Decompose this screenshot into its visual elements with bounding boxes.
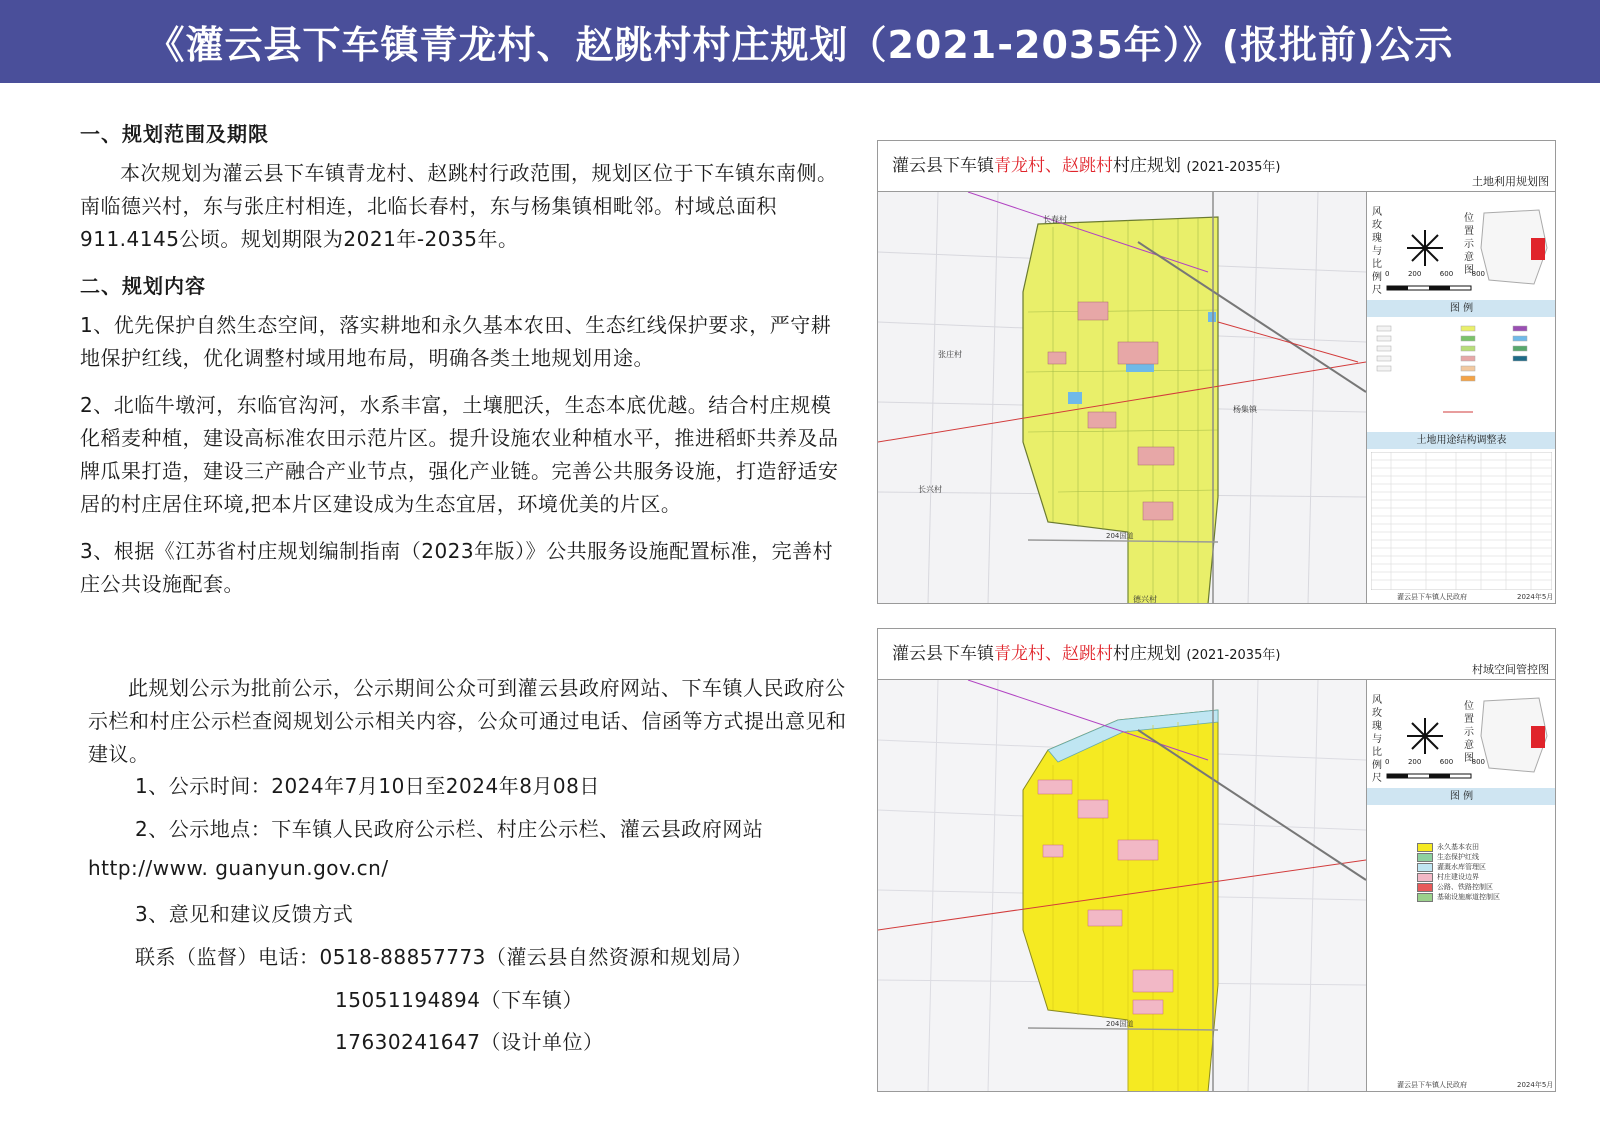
section2-heading: 二、规划内容 (80, 274, 206, 298)
section2-item-3: 3、根据《江苏省村庄规划编制指南（2023年版）》公共服务设施配置标准，完善村庄公共设施配套。 (80, 539, 834, 596)
section2-item-1: 1、优先保护自然生态空间，落实耕地和永久基本农田、生态红线保护要求，严守耕地保护红线，优化调整村域用地布局，明确各类土地规划用途。 (80, 313, 832, 370)
wind-rose-icon (1403, 714, 1447, 758)
place-label-yangji: 杨集镇 (1233, 405, 1257, 414)
map1-sidebar (1366, 191, 1556, 604)
legend-item: 公路、铁路控制区 (1417, 882, 1493, 892)
notice-phone-2: 15051194894（下车镇） (335, 988, 583, 1012)
road-label-204-map2: 204国道 (1106, 1020, 1134, 1028)
place-label-zhangzhuang: 张庄村 (938, 350, 962, 359)
map1-footer-left: 灌云县下车镇人民政府 (1397, 593, 1467, 601)
space-control-map (878, 680, 1366, 1092)
map2-compass-label: 风玫瑰与比例尺 (1372, 695, 1382, 784)
map2-legend-head: 图 例 (1367, 788, 1556, 805)
notice-feedback: 3、意见和建议反馈方式 (135, 902, 354, 926)
location-map-icon (1479, 208, 1549, 288)
page-banner (0, 0, 1600, 83)
notice-place: 2、公示地点：下车镇人民政府公示栏、村庄公示栏、灌云县政府网站 (135, 817, 764, 841)
map1-canvas[interactable] (878, 191, 1366, 604)
scale-bar (1385, 278, 1475, 292)
page-title: 《灌云县下车镇青龙村、赵跳村村庄规划（2021-2035年）》(报批前)公示 (146, 23, 1454, 67)
road-label-204: 204国道 (1106, 532, 1134, 540)
map1-name: 土地利用规划图 (1472, 175, 1549, 188)
text-column (80, 112, 840, 615)
legend-item: 村庄建设边界 (1417, 872, 1479, 882)
scale-ticks: 0 200 600 800 (1385, 758, 1485, 766)
map1-legend-head: 图 例 (1367, 300, 1556, 317)
place-label-changxing: 长兴村 (918, 485, 942, 494)
map2-sidebar (1366, 679, 1556, 1092)
map2-title: 灌云县下车镇青龙村、赵跳村村庄规划 (2021-2035年) (892, 644, 1281, 664)
map2-footer-left: 灌云县下车镇人民政府 (1397, 1081, 1467, 1089)
legend-item: 灌溉水库管理区 (1417, 862, 1486, 872)
location-map-icon (1479, 696, 1549, 776)
map2-name: 村域空间管控图 (1472, 663, 1549, 676)
section1-heading: 一、规划范围及期限 (80, 122, 269, 146)
wind-rose-icon (1403, 226, 1447, 270)
legend-item: 基础设施廊道控制区 (1417, 892, 1500, 902)
map1-location-label: 位置示意图 (1464, 213, 1474, 276)
land-use-map (878, 192, 1366, 604)
section1-body: 本次规划为灌云县下车镇青龙村、赵跳村行政范围，规划区位于下车镇东南侧。南临德兴村，东与张庄村相连，北临长春村，东与杨集镇相毗邻。村域总面积911.4145公顷。规划期限为2021年-2035年。 (80, 161, 838, 251)
scale-ticks: 0 200 600 800 (1385, 270, 1485, 278)
map2-location-label: 位置示意图 (1464, 701, 1474, 764)
scale-bar (1385, 766, 1475, 780)
notice-phone-3: 17630241647（设计单位） (335, 1030, 604, 1054)
land-use-map-panel (877, 140, 1556, 604)
space-control-map-panel (877, 628, 1556, 1092)
map1-title: 灌云县下车镇青龙村、赵跳村村庄规划 (2021-2035年) (892, 156, 1281, 176)
legend-item: 生态保护红线 (1417, 852, 1479, 862)
map1-legend-swatches (1373, 322, 1549, 432)
map2-footer-right: 2024年5月 (1517, 1081, 1554, 1089)
map1-footer-right: 2024年5月 (1517, 593, 1554, 601)
map2-canvas[interactable] (878, 679, 1366, 1092)
notice-time: 1、公示时间：2024年7月10日至2024年8月08日 (135, 774, 600, 798)
notice-phone-1: 联系（监督）电话：0518-88857773（灌云县自然资源和规划局） (135, 945, 753, 969)
place-label-changchun: 长春村 (1043, 215, 1067, 224)
land-use-table (1371, 452, 1552, 590)
legend-item: 永久基本农田 (1417, 842, 1479, 852)
place-label-dexing: 德兴村 (1133, 595, 1157, 604)
notice-intro: 此规划公示为批前公示，公示期间公众可到灌云县政府网站、下车镇人民政府公示栏和村庄公示栏查阅规划公示相关内容，公众可通过电话、信函等方式提出意见和建议。 (88, 676, 847, 766)
section2-item-2: 2、北临牛墩河，东临官沟河，水系丰富，土壤肥沃，生态本底优越。结合村庄规模化稻麦种植，建设高标准农田示范片区。提升设施农业种植水平，推进稻虾共养及品牌瓜果打造，建设三产融合产业节点，强化产业链。完善公共服务设施，打造舒适安居的村庄居住环境,把本片区建设成为生态宜居，环境优美的片区。 (80, 393, 839, 516)
notice-url[interactable]: http://www. guanyun.gov.cn/ (88, 856, 389, 880)
map1-compass-label: 风玫瑰与比例尺 (1372, 207, 1382, 296)
map1-table-head: 土地用途结构调整表 (1367, 432, 1556, 449)
